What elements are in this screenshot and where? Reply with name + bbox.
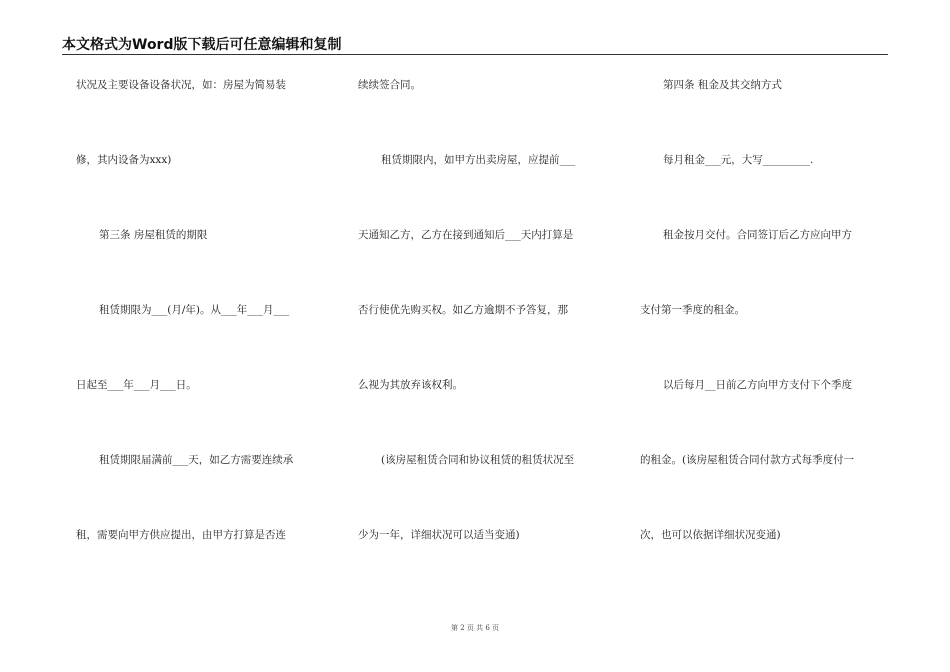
column-3-line-4: 支付第一季度的租金。: [640, 304, 745, 316]
column-1-line-6: 租赁期限届满前___天，如乙方需要连续承: [99, 454, 294, 466]
header-divider: [62, 54, 888, 55]
column-3-line-7: 次，也可以依据详细状况变通): [640, 529, 781, 541]
page-indicator: 第 2 页 共 6 页: [450, 624, 500, 632]
column-1-line-2: 修，其内设备为xxx): [76, 154, 172, 166]
column-1-line-7: 租，需要向甲方供应提出，由甲方打算是否连: [76, 529, 286, 541]
column-2-line-5: 么视为其放弃该权利。: [358, 379, 463, 391]
column-2-line-2: 租赁期限内，如甲方出卖房屋，应提前___: [381, 154, 576, 166]
column-3-line-2: 每月租金___元，大写_________.: [663, 154, 814, 166]
column-2-line-7: 少为一年，详细状况可以适当变通): [358, 529, 520, 541]
column-1-line-1: 状况及主要设备设备状况，如：房屋为简易装: [76, 79, 286, 91]
column-1-line-4: 租赁期限为___(月/年)。从___年___月___: [99, 304, 290, 316]
column-2-line-3: 天通知乙方，乙方在接到通知后___天内打算是: [358, 229, 574, 241]
column-3-line-1: 第四条 租金及其交纳方式: [663, 79, 782, 91]
column-1-line-3: 第三条 房屋租赁的期限: [99, 229, 208, 241]
column-3-line-5: 以后每月__日前乙方向甲方支付下个季度: [663, 379, 852, 391]
column-2-line-1: 续续签合同。: [358, 79, 421, 91]
column-3-line-6: 的租金。(该房屋租赁合同付款方式每季度付一: [640, 454, 855, 466]
column-2-line-4: 否行使优先购买权。如乙方逾期不予答复，那: [358, 304, 568, 316]
document-header-title: 本文格式为Word版下载后可任意编辑和复制: [62, 37, 342, 53]
column-3-line-3: 租金按月交付。合同签订后乙方应向甲方: [663, 229, 852, 241]
column-1-line-5: 日起至___年___月___日。: [76, 379, 197, 391]
column-2-line-6: (该房屋租赁合同和协议租赁的租赁状况至: [381, 454, 575, 466]
